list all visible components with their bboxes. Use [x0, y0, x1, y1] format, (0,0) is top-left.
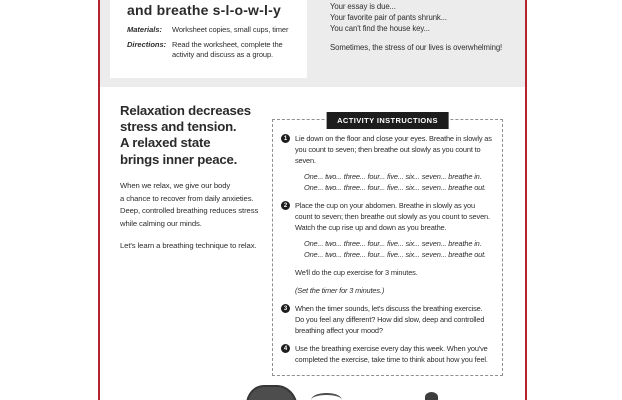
intro-heading: [120, 103, 278, 168]
activity-instructions-box: [272, 116, 503, 376]
intro-para-line: Deep, controlled breathing reduces stress: [120, 206, 259, 216]
directions-value: Read the worksheet, complete the activity and discuss as a group.: [172, 39, 283, 59]
intro-heading-line: brings inner peace.: [120, 151, 238, 167]
activity-banner: ACTIVITY INSTRUCTIONS: [326, 112, 449, 129]
intro-para-line: a chance to recover from daily anxieties.: [120, 193, 254, 203]
step-text: Use the breathing exercise every day this week. When you've completed the exercise, take time to think about how you feel.: [295, 344, 488, 364]
activity-step-4: [281, 343, 493, 365]
activity-step-1: [281, 133, 493, 193]
stress-line: Your favorite pair of pants shrunk...: [330, 13, 447, 22]
step-text: Place the cup on your abdomen. Breathe in slowly as you count to seven; then breathe out slowly as you count to seven. Watch the cup rise up and down as you breathe.: [295, 201, 490, 232]
activity-step-2: [281, 200, 493, 296]
step-number-badge: 1: [281, 134, 290, 143]
directions-row: [127, 40, 299, 61]
activity-steps: [273, 120, 502, 375]
intro-para-line: while calming our minds.: [120, 219, 202, 229]
stress-summary: Sometimes, the stress of our lives is overwhelming!: [330, 43, 503, 52]
intro-heading-line: stress and tension.: [120, 119, 237, 135]
count-line-in: One... two... three... four... five... six... seven... breathe in.: [304, 172, 482, 181]
intro-lead-in: Let's learn a breathing technique to relax.: [120, 241, 257, 250]
worksheet-page: [98, 0, 527, 400]
arm-curve-icon: [311, 393, 342, 400]
cup-exercise-note: We'll do the cup exercise for 3 minutes.: [295, 268, 418, 277]
intro-heading-line: Relaxation decreases: [120, 103, 251, 118]
intro-para-line: When we relax, we give our body: [120, 180, 231, 190]
count-line-out: One... two... three... four... five... six... seven... breathe out.: [304, 183, 486, 192]
step-number-badge: 2: [281, 201, 290, 210]
stress-examples: [330, 1, 502, 53]
cup-blob-icon: [425, 392, 438, 400]
intro-paragraph: [120, 180, 278, 231]
materials-box: [110, 0, 307, 78]
materials-value: Worksheet copies, small cups, timer: [172, 25, 289, 34]
set-timer-note: (Set the timer for 3 minutes.): [295, 286, 385, 295]
stress-line: You can't find the house key...: [330, 24, 430, 33]
materials-row: [127, 25, 299, 36]
stress-line: Your essay is due...: [330, 2, 396, 11]
step-text: When the timer sounds, let's discuss the breathing exercise. Do you feel any different? How did slow, deep and controlled breathing affect your mood?: [295, 304, 485, 335]
step-number-badge: 4: [281, 344, 290, 353]
count-line-out: One... two... three... four... five... six... seven... breathe out.: [304, 250, 486, 259]
step-text: Lie down on the floor and close your eyes. Breathe in slowly as you count to seven; then breathe out slowly as you count to seven.: [295, 134, 492, 165]
count-line-in: One... two... three... four... five... six... seven... breathe in.: [304, 239, 482, 248]
header-band: [100, 0, 525, 87]
lesson-title: and breathe s-l-o-w-l-y: [127, 2, 281, 18]
directions-label: Directions:: [127, 39, 167, 49]
step-number-badge: 3: [281, 304, 290, 313]
materials-label: Materials:: [127, 25, 163, 34]
person-head-icon: [246, 385, 298, 400]
intro-column: [120, 103, 278, 253]
activity-step-3: [281, 303, 493, 336]
intro-heading-line: A relaxed state: [120, 135, 211, 151]
